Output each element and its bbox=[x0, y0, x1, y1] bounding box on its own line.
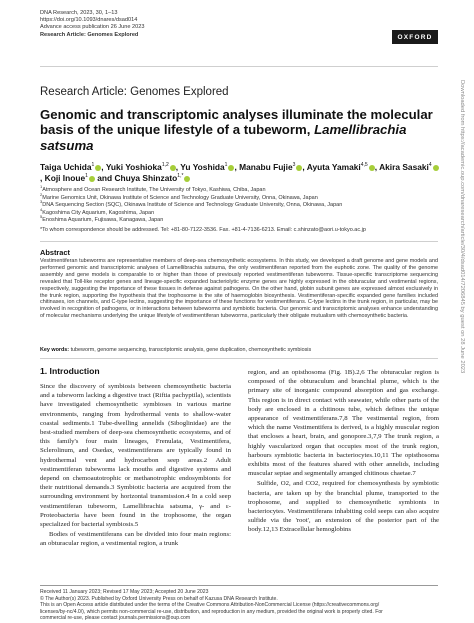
author-name: Chuya Shinzato bbox=[114, 173, 178, 183]
affiliation-text: Kagoshima City Aquarium, Kagoshima, Japan bbox=[42, 209, 155, 216]
body-paragraph: Bodies of vestimentiferans can be divided into four main regions: an obturacular region, a vestimental region, a trunk bbox=[40, 531, 231, 548]
correspondence-note: *To whom correspondence should be addressed. Tel: +81-80-7122-3536. Fax. +81-4-7136-6213. Email: c.shinzato@aori.u-tokyo.ac.jp bbox=[40, 227, 366, 233]
author-separator: , bbox=[374, 162, 380, 172]
author-name: Koji Inoue bbox=[44, 173, 86, 183]
author-affiliation-marker: 3 bbox=[292, 162, 296, 169]
affiliation-number: 4 bbox=[40, 206, 43, 212]
body-column-left bbox=[40, 382, 231, 550]
header-divider bbox=[40, 66, 438, 67]
orcid-icon[interactable] bbox=[184, 176, 190, 182]
footer-license-1: This is an Open Access article distributed under the terms of the Creative Commons Attribution-NonCommercial License (https://creativecommons.org/ bbox=[40, 602, 380, 609]
body-paragraph: region, and an opisthosoma (Fig. 1B).2,6 The obturacular region is composed of the obturaculum and branchial plume, which is the primary site of inorganic compound absorption and gas exchange. This region is in direct contact with seawater, while other parts of the body are enclosed in a chitinous tube, which defines the unique appearance of vestimentiferans.7,8 The vestimental region, from which the name Vestimentifera is derived, is a highly muscular region that encloses a heart, brain, and gonopore.3,7,9 The trunk region, a highly vascularized organ that occupies most of the trunk region, harbours symbiotic bacteria in bacteriocytes.10,11 The opisthosoma exhibits most of the features shared with other annelids, including muscular septae and segmentally arranged chitinous chaetae.7 bbox=[248, 369, 439, 478]
author-separator: , bbox=[101, 162, 106, 172]
affiliation-number: 3 bbox=[40, 199, 43, 205]
author-name: Taiga Uchida bbox=[40, 162, 92, 172]
affiliation-item bbox=[40, 199, 440, 210]
author-affiliation-marker: 1 bbox=[224, 162, 228, 169]
author-affiliation-marker: 1,2 bbox=[161, 162, 169, 169]
author-name: Yu Yoshida bbox=[180, 162, 225, 172]
body-paragraph: Sulfide, O2, and CO2, required for chemosynthesis by symbiotic bacteria, are taken up by the branchial plume, transported to the trophosome, and supplied to chemosynthetic symbionts in bacteriocytes. Vestimentiferans inhabiting cold seeps can also acquire sulfide via the 'root', an extension of the posterior part of the body.12,13 Extracellular hemoglobins bbox=[248, 480, 439, 534]
author-separator: , bbox=[175, 162, 181, 172]
footer-copyright: © The Author(s) 2023. Published by Oxford University Press on behalf of Kazusa DNA Research Institute. bbox=[40, 595, 278, 602]
author-name: Manabu Fujie bbox=[239, 162, 293, 172]
download-watermark-text: Downloaded from https://academic.oup.com/dnaresearch/article/30/4/dsad014/7206845 by guest on 28 June 2023 bbox=[459, 80, 465, 374]
body-column-right bbox=[248, 368, 439, 536]
affiliation-list bbox=[40, 184, 440, 225]
author-separator: , bbox=[302, 162, 307, 172]
author-name: Ayuta Yamaki bbox=[306, 162, 361, 172]
publication-date: Advance access publication 26 June 2023 bbox=[40, 24, 145, 31]
footer-notes bbox=[40, 589, 440, 622]
footer-license-2: licenses/by-nc/4.0/), which permits non-commercial re-use, distribution, and reproduction in any medium, provided the original work is properly cited. For bbox=[40, 608, 383, 615]
author-list bbox=[40, 162, 440, 184]
author-name: Akira Sasaki bbox=[379, 162, 429, 172]
journal-meta bbox=[40, 10, 145, 39]
author-affiliation-marker: 4 bbox=[428, 162, 432, 169]
download-watermark bbox=[456, 80, 466, 540]
affiliation-number: 1 bbox=[40, 184, 43, 190]
author-name: Yuki Yoshioka bbox=[105, 162, 162, 172]
abstract-heading: Abstract bbox=[40, 248, 70, 257]
article-type: Research Article: Genomes Explored bbox=[40, 86, 229, 98]
affiliation-text: Enoshima Aquarium, Fujisawa, Kanagawa, Japan bbox=[42, 217, 164, 224]
introduction-heading: 1. Introduction bbox=[40, 366, 100, 376]
author-separator: , bbox=[40, 173, 45, 183]
publisher-logo[interactable]: OXFORD bbox=[392, 30, 438, 44]
affiliation-text: Atmosphere and Ocean Research Institute, The University of Tokyo, Kashiwa, Chiba, Japan bbox=[42, 187, 266, 193]
affiliation-item bbox=[40, 214, 440, 225]
affiliation-text: Marine Genomics Unit, Okinawa Institute of Science and Technology Graduate University, Onna, Okinawa, Japan bbox=[42, 194, 318, 201]
author-affiliation-marker: 1 bbox=[85, 173, 88, 180]
abstract-text: Vestimentiferan tubeworms are representative members of deep-sea chemosynthetic ecosystems. In this study, we developed a draft genome and gene models and performed genomic and transcriptomic analyses of Lamellibrachia satsuma, the only vestimentiferan reported from the euphotic zone. The quality of the genome assembly and gene models is comparable to or higher than those of previously reported vestimentiferan tubeworms. Tissue-specific transcriptome sequencing revealed that Toll-like receptor genes and lineage-specific expanded bacteriolytic enzyme genes are highly expressed in the obturacular and vestimental regions, respectively, suggesting the importance of these tissues in defense against pathogens. On the other hand, globin subunit genes are expressed almost exclusively in the trunk region, supporting the hypothesis that the trophosome is the site of haemoglobin biosynthesis. Vestimentiferan-specific expanded gene families included chitinases, ion channels, and C-type lectins, suggesting the importance of these functions for vestimentiferans. C-type lectins in the trunk region, in particular, may be involved in recognition of pathogens, or in interactions between tubeworms and symbiotic bacteria. Our genomic and transcriptomic analyses enhance understanding of molecular mechanisms underlying the unique lifestyle of vestimentiferan tubeworms, particularly their obligate mutualism with chemosynthetic bacteria. bbox=[40, 258, 438, 320]
article-title bbox=[40, 107, 440, 153]
author-affiliation-marker: 4,5 bbox=[360, 162, 368, 169]
author-affiliation-marker: 1,* bbox=[177, 173, 184, 180]
author-separator: , bbox=[234, 162, 240, 172]
footer-dates: Received 11 January 2023; Revised 17 May 2023; Accepted 20 June 2023 bbox=[40, 589, 209, 595]
author-separator: and bbox=[94, 173, 115, 183]
doi-link[interactable]: https://doi.org/10.1093/dnares/dsad014 bbox=[40, 17, 138, 24]
footer-divider bbox=[40, 585, 438, 586]
affiliation-item bbox=[40, 184, 440, 195]
keywords-label: Key words: bbox=[40, 347, 70, 353]
footer-license-3: commercial re-use, please contact journals.permissions@oup.com bbox=[40, 615, 191, 622]
keywords bbox=[40, 347, 438, 354]
title-species: Lamellibrachia satsuma bbox=[40, 122, 407, 153]
affiliation-number: 2 bbox=[40, 191, 43, 197]
section-label: Research Article: Genomes Explored bbox=[40, 31, 139, 38]
author-affiliation-marker: 1 bbox=[91, 162, 95, 169]
affiliation-number: 5 bbox=[40, 214, 43, 220]
journal-citation: DNA Research, 2023, 30, 1–13 bbox=[40, 10, 118, 16]
affiliation-text: DNA Sequencing Section (SQC), Okinawa Institute of Science and Technology Graduate University, Onna, Okinawa, Japan bbox=[42, 202, 343, 209]
body-paragraph: Since the discovery of symbiosis between chemosynthetic bacteria and a tubeworm lacking a digestive tract (Riftia pachyptila), scientists have investigated chemosynthetic symbioses in various marine environments, ranging from hydrothermal vents to shallow-water coastal sediments.1 Tube-dwelling annelids (Siboglinidae) are the best-studied members of deep-sea chemosynthetic ecosystems, and of this family's four main lineages, Frenulata, Vestimentifera, Sclerolinum, and Osedax, vestimentiferans are typically found in hydrothermal vent and hydrocarbon seep areas.2 Adult vestimentiferan tubeworms lack mouths and digestive systems and depend on chemoautotrophic or methanotrophic endosymbionts for their nutritional demands.3 Symbiotic bacteria are acquired from the surrounding environment by horizontal transmission.4 In a cold seep vestimentiferan tubeworm, Lamellibrachia satsuma, γ- and ε-Proteobacteria have been found in the trophosome, the organ specialized for bacterial symbiosis.5 bbox=[40, 383, 231, 529]
orcid-icon[interactable] bbox=[433, 165, 439, 171]
title-main: Genomic and transcriptomic analyses illuminate the molecular basis of the unique lifestyle of a tubeworm, bbox=[40, 107, 433, 138]
keywords-text: tubeworm, genome sequencing, transcriptomic analysis, gene duplication, chemosynthetic symbiosis bbox=[70, 347, 312, 353]
